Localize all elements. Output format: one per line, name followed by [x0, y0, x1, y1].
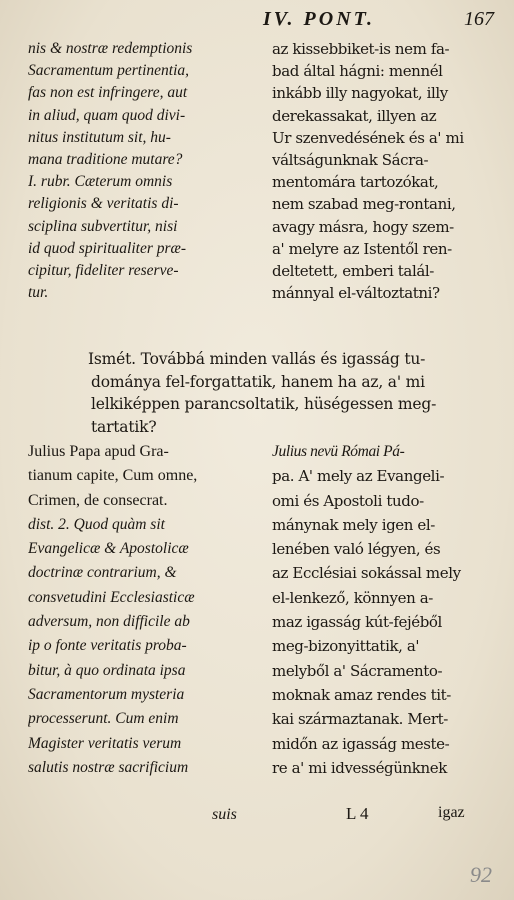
text-line: bad által hágni: mennél [272, 62, 443, 81]
text-line: lenében való légyen, és [272, 540, 441, 559]
text-line: Sacramentorum mysteria [28, 685, 185, 703]
hungarian-catchword: igaz [438, 804, 465, 821]
text-line: tartatik? [91, 417, 157, 436]
hungarian-column-bottom [272, 440, 498, 780]
text-line: az kissebbiket-is nem fa- [272, 40, 450, 58]
text-line: id quod spiritualiter præ- [28, 239, 187, 257]
latin-column-top [28, 38, 264, 304]
text-line: Evangelicæ & Apostolicæ [28, 540, 189, 558]
text-line: in aliud, quam quod divi- [28, 106, 186, 124]
hungarian-column-top [272, 38, 498, 304]
text-line: Julius Papa apud Gra- [28, 443, 169, 460]
text-line: lelkiképpen parancsoltatik, hüségessen meg- [91, 395, 437, 413]
latin-catchword: suis [212, 806, 237, 823]
text-line: deltetett, emberi talál- [272, 261, 434, 280]
text-line: tur. [28, 284, 49, 302]
text-line: dist. 2. Quod quàm sit [28, 515, 165, 533]
text-line: inkább illy nagyokat, illy [272, 84, 448, 103]
text-line: meg-bizonyittatik, a' [272, 637, 420, 656]
text-line: Ur szenvedésének és a' mi [272, 128, 464, 147]
text-line: re a' mi idvességünknek [272, 758, 447, 777]
text-line: nem szabad meg-rontani, [272, 195, 456, 214]
text-line: melyből a' Sácramento- [272, 661, 443, 680]
running-title: IV. PONT. [263, 8, 376, 30]
text-line: doctrinæ contrarium, & [28, 564, 177, 582]
page-number: 167 [464, 8, 494, 30]
text-line: tianum capite, Cum omne, [28, 467, 198, 485]
text-line: nis & nostræ redemptionis [28, 40, 193, 57]
text-line: sciplina subvertitur, nisi [28, 217, 178, 235]
pencil-annotation: 92 [470, 862, 492, 887]
text-line: Ismét. Továbbá minden vallás és igasság tu- [88, 350, 426, 368]
text-line: consvetudini Ecclesiasticæ [28, 588, 195, 606]
text-line: nitus institutum sit, hu- [28, 128, 171, 146]
text-line: ip o fonte veritatis proba- [28, 637, 187, 655]
text-line: bitur, à quo ordinata ipsa [28, 661, 186, 679]
text-line: I. rubr. Cæterum omnis [28, 173, 173, 191]
text-line: Crimen, de consecrat. [28, 491, 168, 509]
text-line: váltságunknak Sácra- [272, 150, 429, 169]
signature-mark: L 4 [346, 804, 369, 823]
text-line: processerunt. Cum enim [28, 710, 179, 728]
text-line: avagy másra, hogy szem- [272, 217, 454, 236]
text-line: Sacramentum pertinentia, [28, 62, 190, 80]
latin-column-bottom [28, 440, 264, 780]
text-line: omi és Apostoli tudo- [272, 491, 424, 510]
text-line: mentomára tartozókat, [272, 173, 439, 192]
text-line: religionis & veritatis di- [28, 195, 179, 213]
text-line: Magister veritatis verum [28, 734, 182, 752]
text-line: a' melyre az Istentől ren- [272, 239, 452, 258]
text-line: Julius nevü Római Pá- [272, 443, 405, 460]
full-width-paragraph [88, 348, 498, 438]
text-line: midőn az igasság meste- [272, 734, 450, 753]
text-line: derekassakat, illyen az [272, 106, 437, 125]
text-line: az Ecclésiai sokással mely [272, 564, 461, 583]
text-line: mana traditione mutare? [28, 150, 183, 168]
text-line: maz igasság kút-fejéből [272, 613, 442, 632]
page-header [30, 6, 500, 34]
text-line: mánnyal el-változtatni? [272, 284, 440, 303]
text-line: dománya fel-forgattatik, hanem ha az, a' mi [91, 372, 425, 391]
text-line: adversum, non difficile ab [28, 613, 190, 631]
text-line: pa. A' mely az Evangeli- [272, 467, 445, 486]
text-line: mánynak mely igen el- [272, 515, 435, 534]
text-line: salutis nostræ sacrificium [28, 758, 189, 776]
text-line: moknak amaz rendes tit- [272, 685, 451, 704]
text-line: el-lenkező, könnyen a- [272, 588, 433, 607]
text-line: kai származtanak. Mert- [272, 710, 448, 729]
text-line: cipitur, fideliter reserve- [28, 261, 179, 279]
text-line: fas non est infringere, aut [28, 84, 188, 102]
